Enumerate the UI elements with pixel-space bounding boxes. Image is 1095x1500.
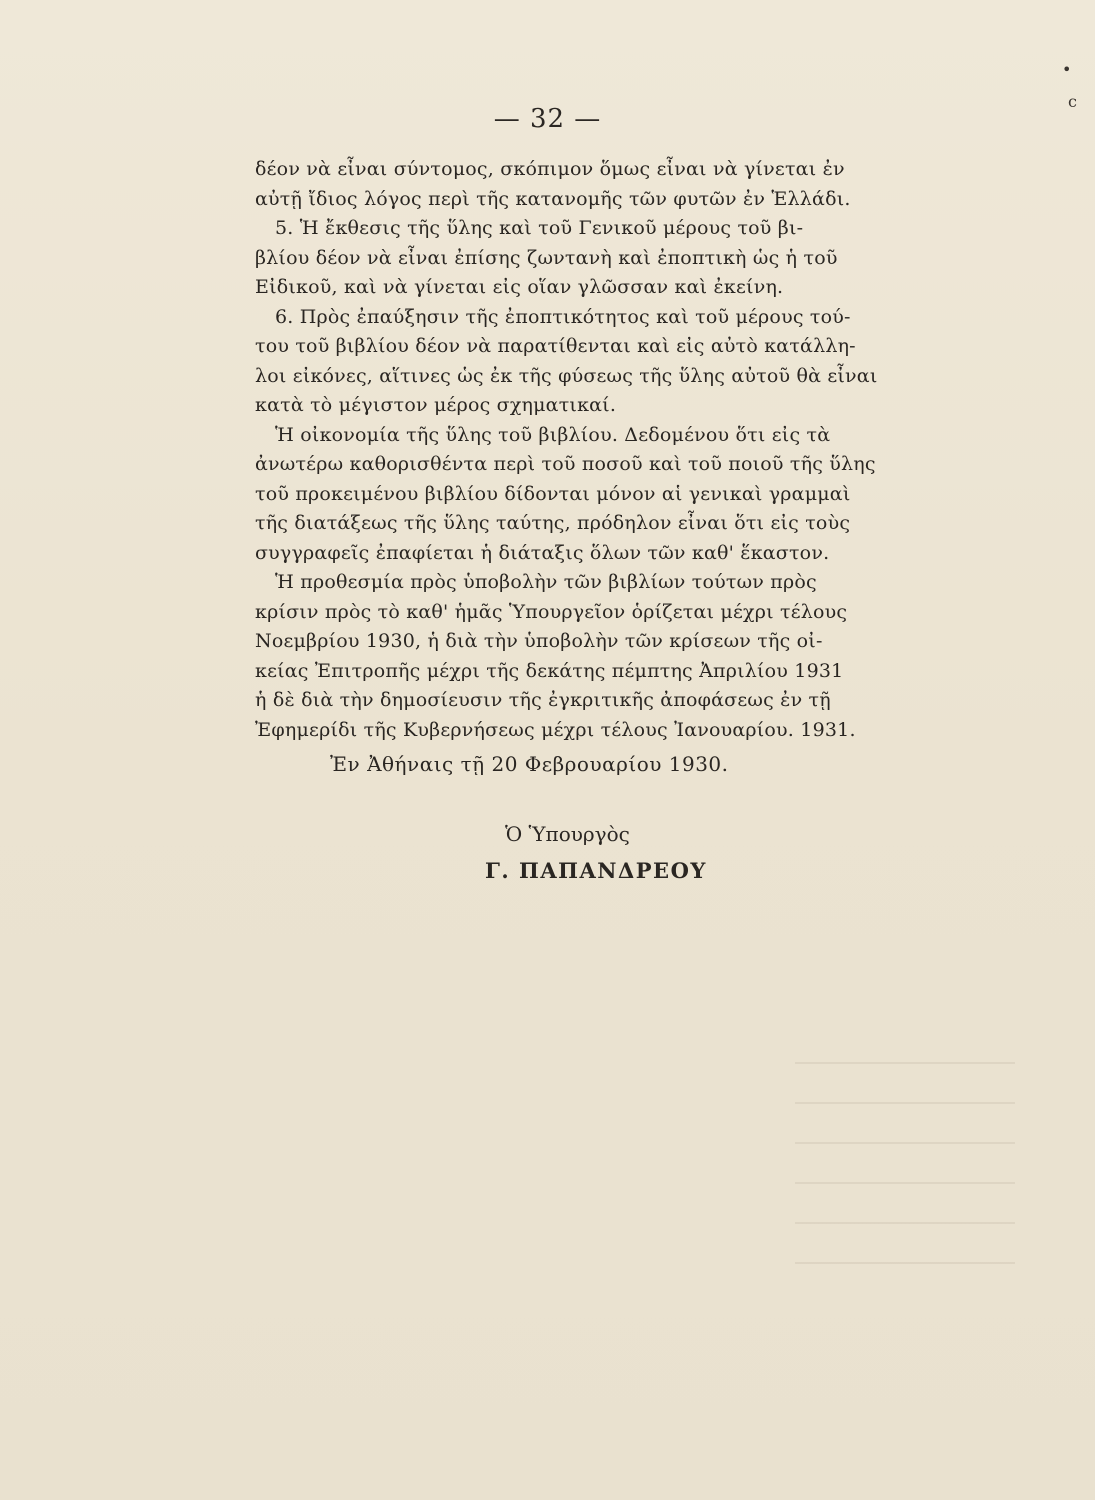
text-line: κρίσιν πρὸς τὸ καθ' ἡμᾶς Ὑπουργεῖον ὁρίζεται μέχρι τέλους — [255, 600, 848, 623]
date-line: Ἐν Ἀθήναις τῇ 20 Φεβρουαρίου 1930. — [330, 752, 729, 776]
text-line: κείας Ἐπιτροπῆς μέχρι τῆς δεκάτης πέμπτης Ἀπριλίου 1931 — [255, 659, 844, 682]
text-line: 5. Ἡ ἔκθεσις τῆς ὕλης καὶ τοῦ Γενικοῦ μέρους τοῦ βι- — [275, 217, 804, 239]
text-line: Ἐφημερίδι τῆς Κυβερνήσεως μέχρι τέλους Ἰανουαρίου. 1931. — [255, 718, 856, 741]
body-text — [255, 155, 930, 745]
text-line: τοῦ προκειμένου βιβλίου δίδονται μόνον αἱ γενικαὶ γραμμαὶ — [255, 482, 851, 505]
margin-mark-corner: ϲ — [1068, 92, 1077, 111]
reverse-side-bleed-through — [795, 1040, 1015, 1300]
text-line: ἡ δὲ διὰ τὴν δημοσίευσιν τῆς ἐγκριτικῆς ἀποφάσεως ἐν τῇ — [255, 689, 831, 711]
text-line: Εἰδικοῦ, καὶ νὰ γίνεται εἰς οἵαν γλῶσσαν καὶ ἐκείνη. — [255, 276, 784, 298]
text-line: τῆς διατάξεως τῆς ὕλης ταύτης, πρόδηλον εἶναι ὅτι εἰς τοὺς — [255, 512, 851, 534]
text-line: βλίου δέον νὰ εἶναι ἐπίσης ζωντανὴ καὶ ἐποπτικὴ ὡς ἡ τοῦ — [255, 246, 838, 269]
text-line: 6. Πρὸς ἐπαύξησιν τῆς ἐποπτικότητος καὶ τοῦ μέρους τού- — [275, 305, 851, 328]
margin-mark-top: • — [1062, 60, 1072, 79]
minister-signature-name: Γ. ΠΑΠΑΝΔΡΕΟΥ — [485, 858, 707, 883]
page-number: — 32 — — [493, 104, 602, 134]
text-line: λοι εἰκόνες, αἵτινες ὡς ἐκ τῆς φύσεως τῆς ὕλης αὐτοῦ θὰ εἶναι — [255, 364, 878, 387]
text-line: αὐτῇ ἴδιος λόγος περὶ τῆς κατανομῆς τῶν φυτῶν ἐν Ἑλλάδι. — [255, 187, 851, 210]
text-line: συγγραφεῖς ἐπαφίεται ἡ διάταξις ὅλων τῶν καθ' ἕκαστον. — [255, 541, 830, 564]
text-line: του τοῦ βιβλίου δέον νὰ παρατίθενται καὶ εἰς αὐτὸ κατάλλη- — [255, 335, 856, 357]
text-line: Ἡ προθεσμία πρὸς ὑποβολὴν τῶν βιβλίων τούτων πρὸς — [275, 571, 817, 593]
text-line: δέον νὰ εἶναι σύντομος, σκόπιμον ὅμως εἶναι νὰ γίνεται ἐν — [255, 158, 845, 180]
text-line: Ἡ οἰκονομία τῆς ὕλης τοῦ βιβλίου. Δεδομένου ὅτι εἰς τὰ — [275, 423, 831, 446]
text-line: ἀνωτέρω καθορισθέντα περὶ τοῦ ποσοῦ καὶ τοῦ ποιοῦ τῆς ὕλης — [255, 453, 876, 475]
text-line: κατὰ τὸ μέγιστον μέρος σχηματικαί. — [255, 394, 617, 416]
minister-title: Ὁ Ὑπουργὸς — [505, 822, 630, 846]
text-line: Νοεμβρίου 1930, ἡ διὰ τὴν ὑποβολὴν τῶν κρίσεων τῆς οἰ- — [255, 630, 823, 652]
